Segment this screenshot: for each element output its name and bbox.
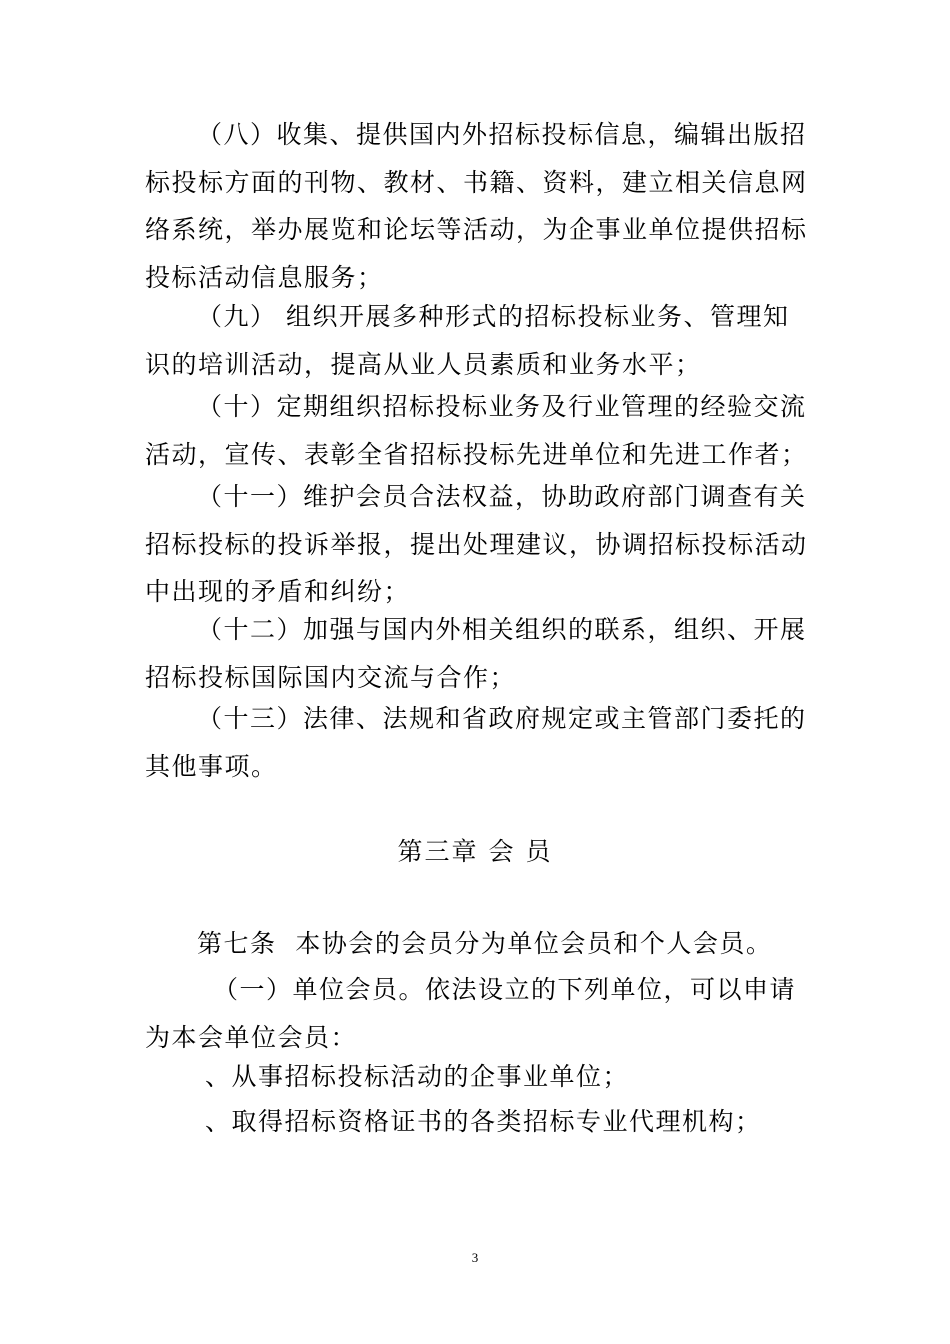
article-7-intro: 第七条 本协会的会员分为单位会员和个人会员。 bbox=[197, 929, 773, 958]
article-7-sub-item-1: 、从事招标投标活动的企事业单位； bbox=[205, 1062, 630, 1091]
paragraph-item-12: （十二）加强与国内外相关组织的联系，组织、开展招标投标国际国内交流与合作； bbox=[145, 615, 807, 692]
page-number: 3 bbox=[471, 1250, 479, 1265]
article-7-item-1: （一）单位会员。依法设立的下列单位，可以申请为本会单位会员： bbox=[145, 975, 797, 1052]
article-7-sub-item-2: 、取得招标资格证书的各类招标专业代理机构； bbox=[205, 1107, 762, 1136]
paragraph-item-11: （十一）维护会员合法权益，协助政府部门调查有关招标投标的投诉举报，提出处理建议，协调招标投标活动中出现的矛盾和纠纷； bbox=[145, 482, 808, 606]
paragraph-item-13: （十三）法律、法规和省政府规定或主管部门委托的其他事项。 bbox=[145, 704, 807, 781]
paragraph-item-8: （八）收集、提供国内外招标投标信息，编辑出版招标投标方面的刊物、教材、书籍、资料，建立相关信息网络系统，举办展览和论坛等活动，为企事业单位提供招标投标活动信息服务； bbox=[145, 120, 808, 292]
chapter-heading: 第三章 会 员 bbox=[397, 837, 553, 866]
paragraph-item-9: （九） 组织开展多种形式的招标投标业务、管理知识的培训活动，提高从业人员素质和业务水平； bbox=[145, 302, 790, 379]
paragraph-item-10: （十）定期组织招标投标业务及行业管理的经验交流活动，宣传、表彰全省招标投标先进单位和先进工作者； bbox=[145, 392, 808, 469]
